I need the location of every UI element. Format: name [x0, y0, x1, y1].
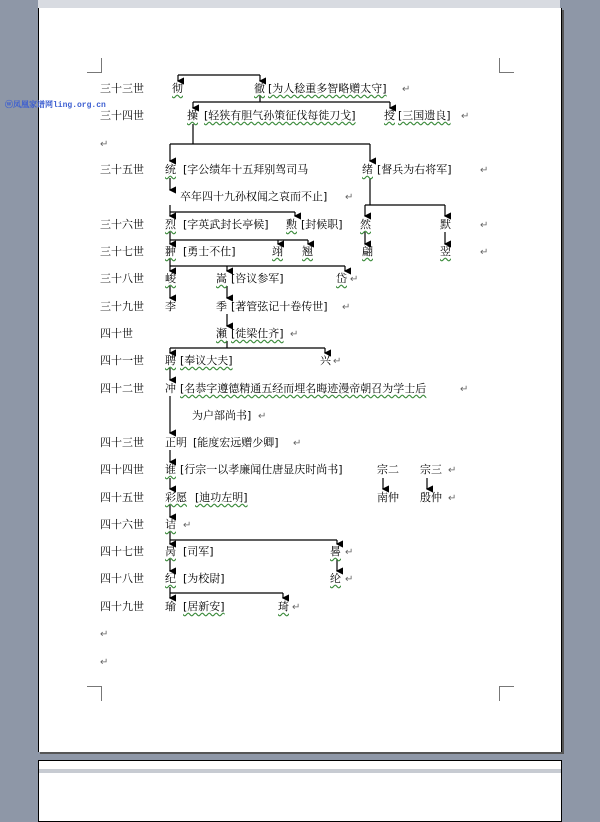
person-name: 翩 [362, 245, 373, 258]
person-note-continued: 卒年四十九孙权闻之哀而不止] [180, 190, 328, 203]
person-name: 绪 [362, 163, 373, 176]
person-note: [行宗一以孝廉闻仕唐显庆时尚书] [180, 463, 343, 476]
paragraph-mark: ↵ [258, 411, 267, 422]
paragraph-mark: ↵ [292, 602, 301, 613]
gen-label: 四十世 [100, 327, 133, 340]
gen-label: 三十三世 [100, 82, 144, 95]
person-name: 昺 [165, 545, 176, 558]
person-name: 兴 [320, 354, 331, 367]
gen-label: 四十二世 [100, 382, 144, 395]
person-name: 然 [360, 218, 371, 231]
person-name: 操 [187, 109, 198, 122]
person-note: [著管弦记十卷传世] [231, 300, 328, 313]
person-name: 勲 [286, 218, 297, 231]
paragraph-mark: ↵ [448, 465, 457, 476]
person-name: 岱 [336, 272, 347, 285]
paragraph-mark: ↵ [293, 438, 302, 449]
person-note: [封候职] [301, 218, 343, 231]
person-name: 南仲 [377, 491, 399, 504]
person-name: 默 [440, 218, 451, 231]
person-name: 纪 [165, 572, 176, 585]
person-name: 翘 [302, 245, 313, 258]
person-note: [咨议参军] [231, 272, 284, 285]
paragraph-mark: ↵ [350, 274, 359, 285]
paragraph-mark: ↵ [480, 247, 489, 258]
person-name: 嵩 [216, 272, 227, 285]
person-note: [徙梁仕齐] [231, 327, 284, 340]
person-name: 彻 [172, 82, 183, 95]
gen-label: 四十七世 [100, 545, 144, 558]
person-name: 翀 [165, 245, 176, 258]
paragraph-mark: ↵ [342, 302, 351, 313]
person-name: 烈 [165, 218, 176, 231]
person-name: 冲 [165, 382, 176, 395]
paragraph-mark: ↵ [100, 139, 109, 150]
person-note: [奉议大夫] [180, 354, 233, 367]
person-note: [能度宏远赠少卿] [193, 436, 279, 449]
paragraph-mark: ↵ [183, 520, 192, 531]
person-note: [为校尉] [183, 572, 225, 585]
person-name: 聘 [165, 354, 176, 367]
person-note: [迪功左明] [195, 491, 248, 504]
person-note: [督兵为右将军] [377, 163, 452, 176]
paragraph-mark: ↵ [100, 629, 109, 640]
person-name: 彩愿 [165, 491, 187, 504]
paragraph-mark: ↵ [345, 574, 354, 585]
person-name: 翌 [440, 245, 451, 258]
person-name: 瑜 [165, 600, 176, 613]
gen-label: 三十四世 [100, 109, 144, 122]
gen-label: 四十九世 [100, 600, 144, 613]
paragraph-mark: ↵ [460, 384, 469, 395]
person-name: 宗二 [377, 463, 399, 476]
person-name: 统 [165, 163, 176, 176]
paragraph-mark: ↵ [100, 657, 109, 668]
paragraph-mark: ↵ [333, 356, 342, 367]
paragraph-mark: ↵ [345, 547, 354, 558]
person-name: 纶 [330, 572, 341, 585]
paragraph-mark: ↵ [290, 329, 299, 340]
gen-label: 三十七世 [100, 245, 144, 258]
person-name: 殷仲 [420, 491, 442, 504]
person-note-continued: 为户部尚书] [192, 409, 252, 422]
person-name: 诘 [165, 518, 176, 531]
person-name: 授 [384, 109, 395, 122]
person-note: [司军] [183, 545, 214, 558]
watermark-text: ⓦ凤凰家谱网ling.org.cn [5, 101, 106, 110]
person-note: [为人稔重多智略赠太守] [268, 82, 387, 95]
person-name: 正明 [165, 436, 187, 449]
paragraph-mark: ↵ [448, 493, 457, 504]
gen-label: 三十五世 [100, 163, 144, 176]
person-name: 峻 [165, 272, 176, 285]
person-note: [名恭字遵德精通五经而埋名晦迹漫帝朝召为学士后 [180, 382, 427, 395]
gen-label: 四十八世 [100, 572, 144, 585]
person-name: 翊 [272, 245, 283, 258]
person-name: 李 [165, 300, 176, 313]
person-note: [字公绩年十五拜别驾司马 [183, 163, 309, 176]
gen-label: 四十六世 [100, 518, 144, 531]
person-name: 季 [216, 300, 227, 313]
person-note: [字英武封长亭候] [183, 218, 269, 231]
paragraph-mark: ↵ [480, 165, 489, 176]
gen-label: 四十一世 [100, 354, 144, 367]
person-note: [勇士不仕] [183, 245, 236, 258]
gen-label: 四十五世 [100, 491, 144, 504]
person-name: 晷 [330, 545, 341, 558]
person-note: [居新安] [183, 600, 225, 613]
person-name: 徹 [254, 82, 265, 95]
gen-label: 三十八世 [100, 272, 144, 285]
person-note: [三国遗良] [398, 109, 451, 122]
person-name: 宗三 [420, 463, 442, 476]
paragraph-mark: ↵ [461, 111, 470, 122]
paragraph-mark: ↵ [402, 84, 411, 95]
person-note: [轻狭有胆气孙策征伐每徙刀戈] [204, 109, 356, 122]
gen-label: 三十九世 [100, 300, 144, 313]
gen-label: 三十六世 [100, 218, 144, 231]
person-name: 谁 [165, 463, 176, 476]
gen-label: 四十三世 [100, 436, 144, 449]
gen-label: 四十四世 [100, 463, 144, 476]
person-name: 琦 [278, 600, 289, 613]
person-name: 瀬 [216, 327, 227, 340]
paragraph-mark: ↵ [345, 192, 354, 203]
paragraph-mark: ↵ [480, 220, 489, 231]
